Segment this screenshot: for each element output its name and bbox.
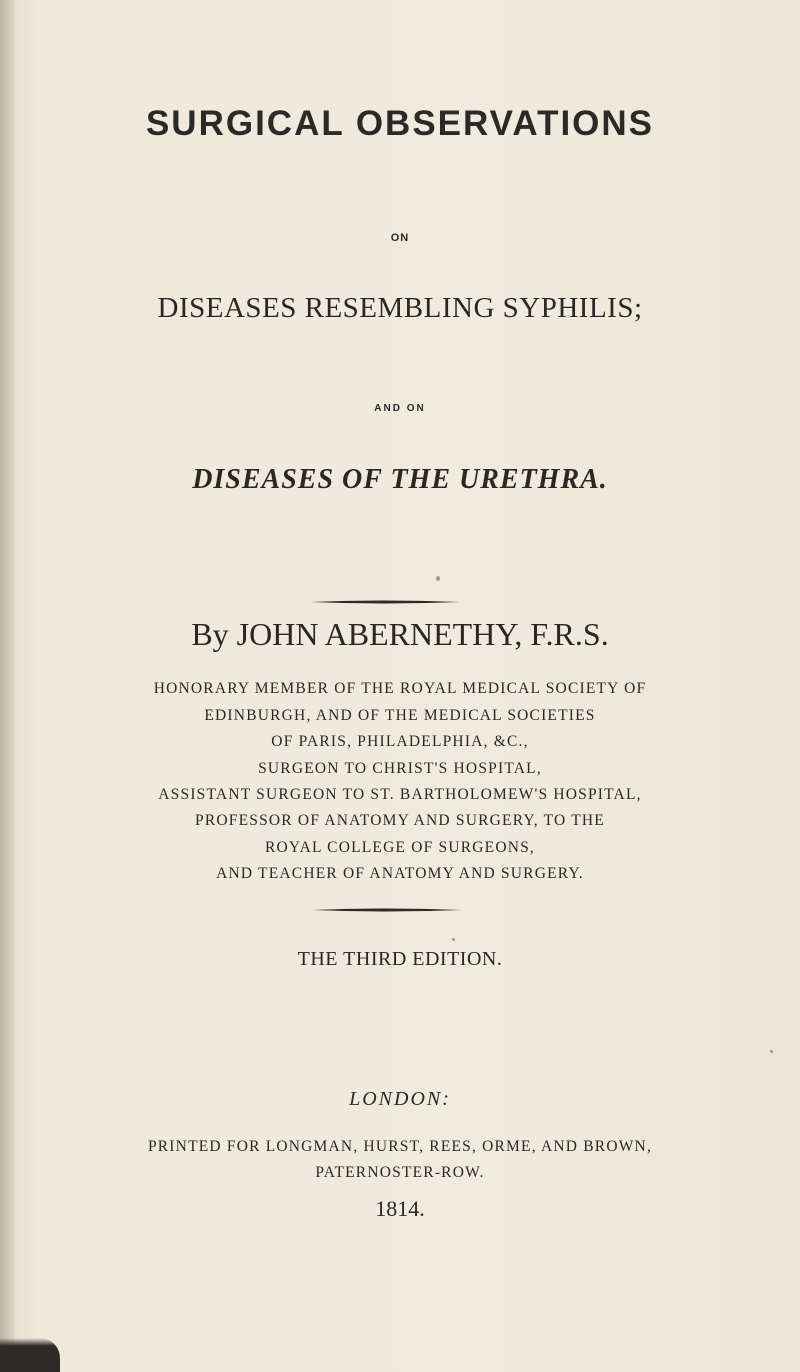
imprint-line: PATERNOSTER-ROW.	[315, 1164, 485, 1181]
title-connector-and-on: AND ON	[374, 403, 426, 414]
imprint-year: 1814.	[375, 1196, 425, 1221]
author-line	[0, 616, 800, 653]
foxing-speck	[452, 938, 455, 941]
credential-line: AND TEACHER OF ANATOMY AND SURGERY.	[216, 865, 584, 882]
author-by: By	[191, 616, 229, 652]
foxing-speck	[436, 576, 440, 581]
edition-statement: THE THIRD EDITION.	[297, 948, 503, 970]
foxing-speck	[770, 1050, 773, 1053]
credential-line: OF PARIS, PHILADELPHIA, &C.,	[271, 733, 529, 750]
imprint-line: PRINTED FOR LONGMAN, HURST, REES, ORME, AND BROWN,	[147, 1138, 653, 1155]
credential-line: PROFESSOR OF ANATOMY AND SURGERY, TO THE	[195, 812, 605, 829]
binding-shadow	[0, 1338, 60, 1372]
credential-line: ASSISTANT SURGEON TO ST. BARTHOLOMEW'S HOSPITAL,	[158, 786, 642, 803]
credential-line: ROYAL COLLEGE OF SURGEONS,	[264, 839, 536, 856]
subject-two: DISEASES OF THE URETHRA.	[192, 464, 608, 495]
subject-one: DISEASES RESEMBLING SYPHILIS;	[157, 292, 643, 324]
title-connector-on: ON	[390, 232, 410, 244]
credential-line: SURGEON TO CHRIST'S HOSPITAL,	[258, 760, 542, 777]
ornamental-rule-bottom	[312, 908, 462, 912]
imprint-city: LONDON:	[349, 1088, 451, 1110]
main-title: SURGICAL OBSERVATIONS	[145, 104, 655, 143]
author-name: JOHN ABERNETHY, F.R.S.	[236, 616, 609, 652]
ornamental-rule-top	[310, 600, 460, 604]
credential-line: EDINBURGH, AND OF THE MEDICAL SOCIETIES	[204, 707, 596, 724]
credential-line: HONORARY MEMBER OF THE ROYAL MEDICAL SOCIETY OF	[153, 680, 647, 697]
